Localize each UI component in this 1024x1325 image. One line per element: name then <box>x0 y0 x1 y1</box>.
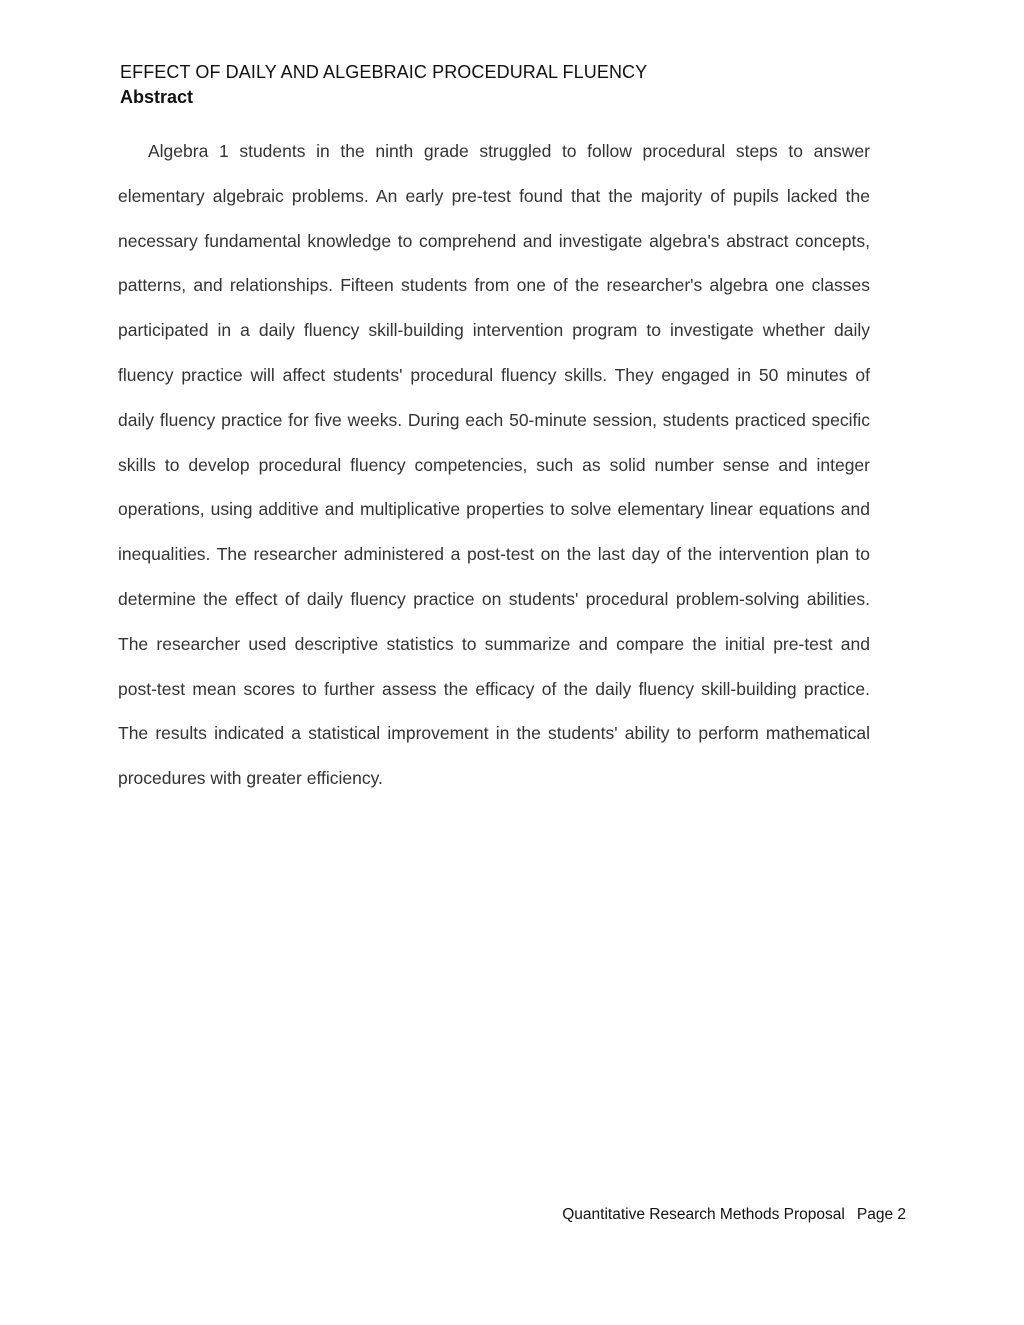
abstract-heading: Abstract <box>120 87 194 107</box>
running-head: EFFECT OF DAILY AND ALGEBRAIC PROCEDURAL FLUENCY <box>120 62 648 82</box>
footer-document-label: Quantitative Research Methods Proposal <box>562 1206 845 1223</box>
footer-page-number: Page 2 <box>856 1206 906 1223</box>
abstract-paragraph: Algebra 1 students in the ninth grade struggled to follow procedural steps to answer elementary algebraic problems. An early pre-test found that the majority of pupils lacked the necessary fundamental knowledge to comprehend and investigate algebra's abstract concepts, patterns, and relationships. Fifteen students from one of the researcher's algebra one classes participated in a daily fluency skill-building intervention program to investigate whether daily fluency practice will affect students' procedural fluency skills. They engaged in 50 minutes of daily fluency practice for five weeks. During each 50-minute session, students practiced specific skills to develop procedural fluency competencies, such as solid number sense and integer operations, using additive and multiplicative properties to solve elementary linear equations and inequalities. The researcher administered a post-test on the last day of the intervention plan to determine the effect of daily fluency practice on students' procedural problem-solving abilities. The researcher used descriptive statistics to summarize and compare the initial pre-test and post-test mean scores to further assess the efficacy of the daily fluency skill-building practice. The results indicated a statistical improvement in the students' ability to perform mathematical procedures with greater efficiency. <box>118 141 870 789</box>
page-footer <box>562 1206 906 1224</box>
